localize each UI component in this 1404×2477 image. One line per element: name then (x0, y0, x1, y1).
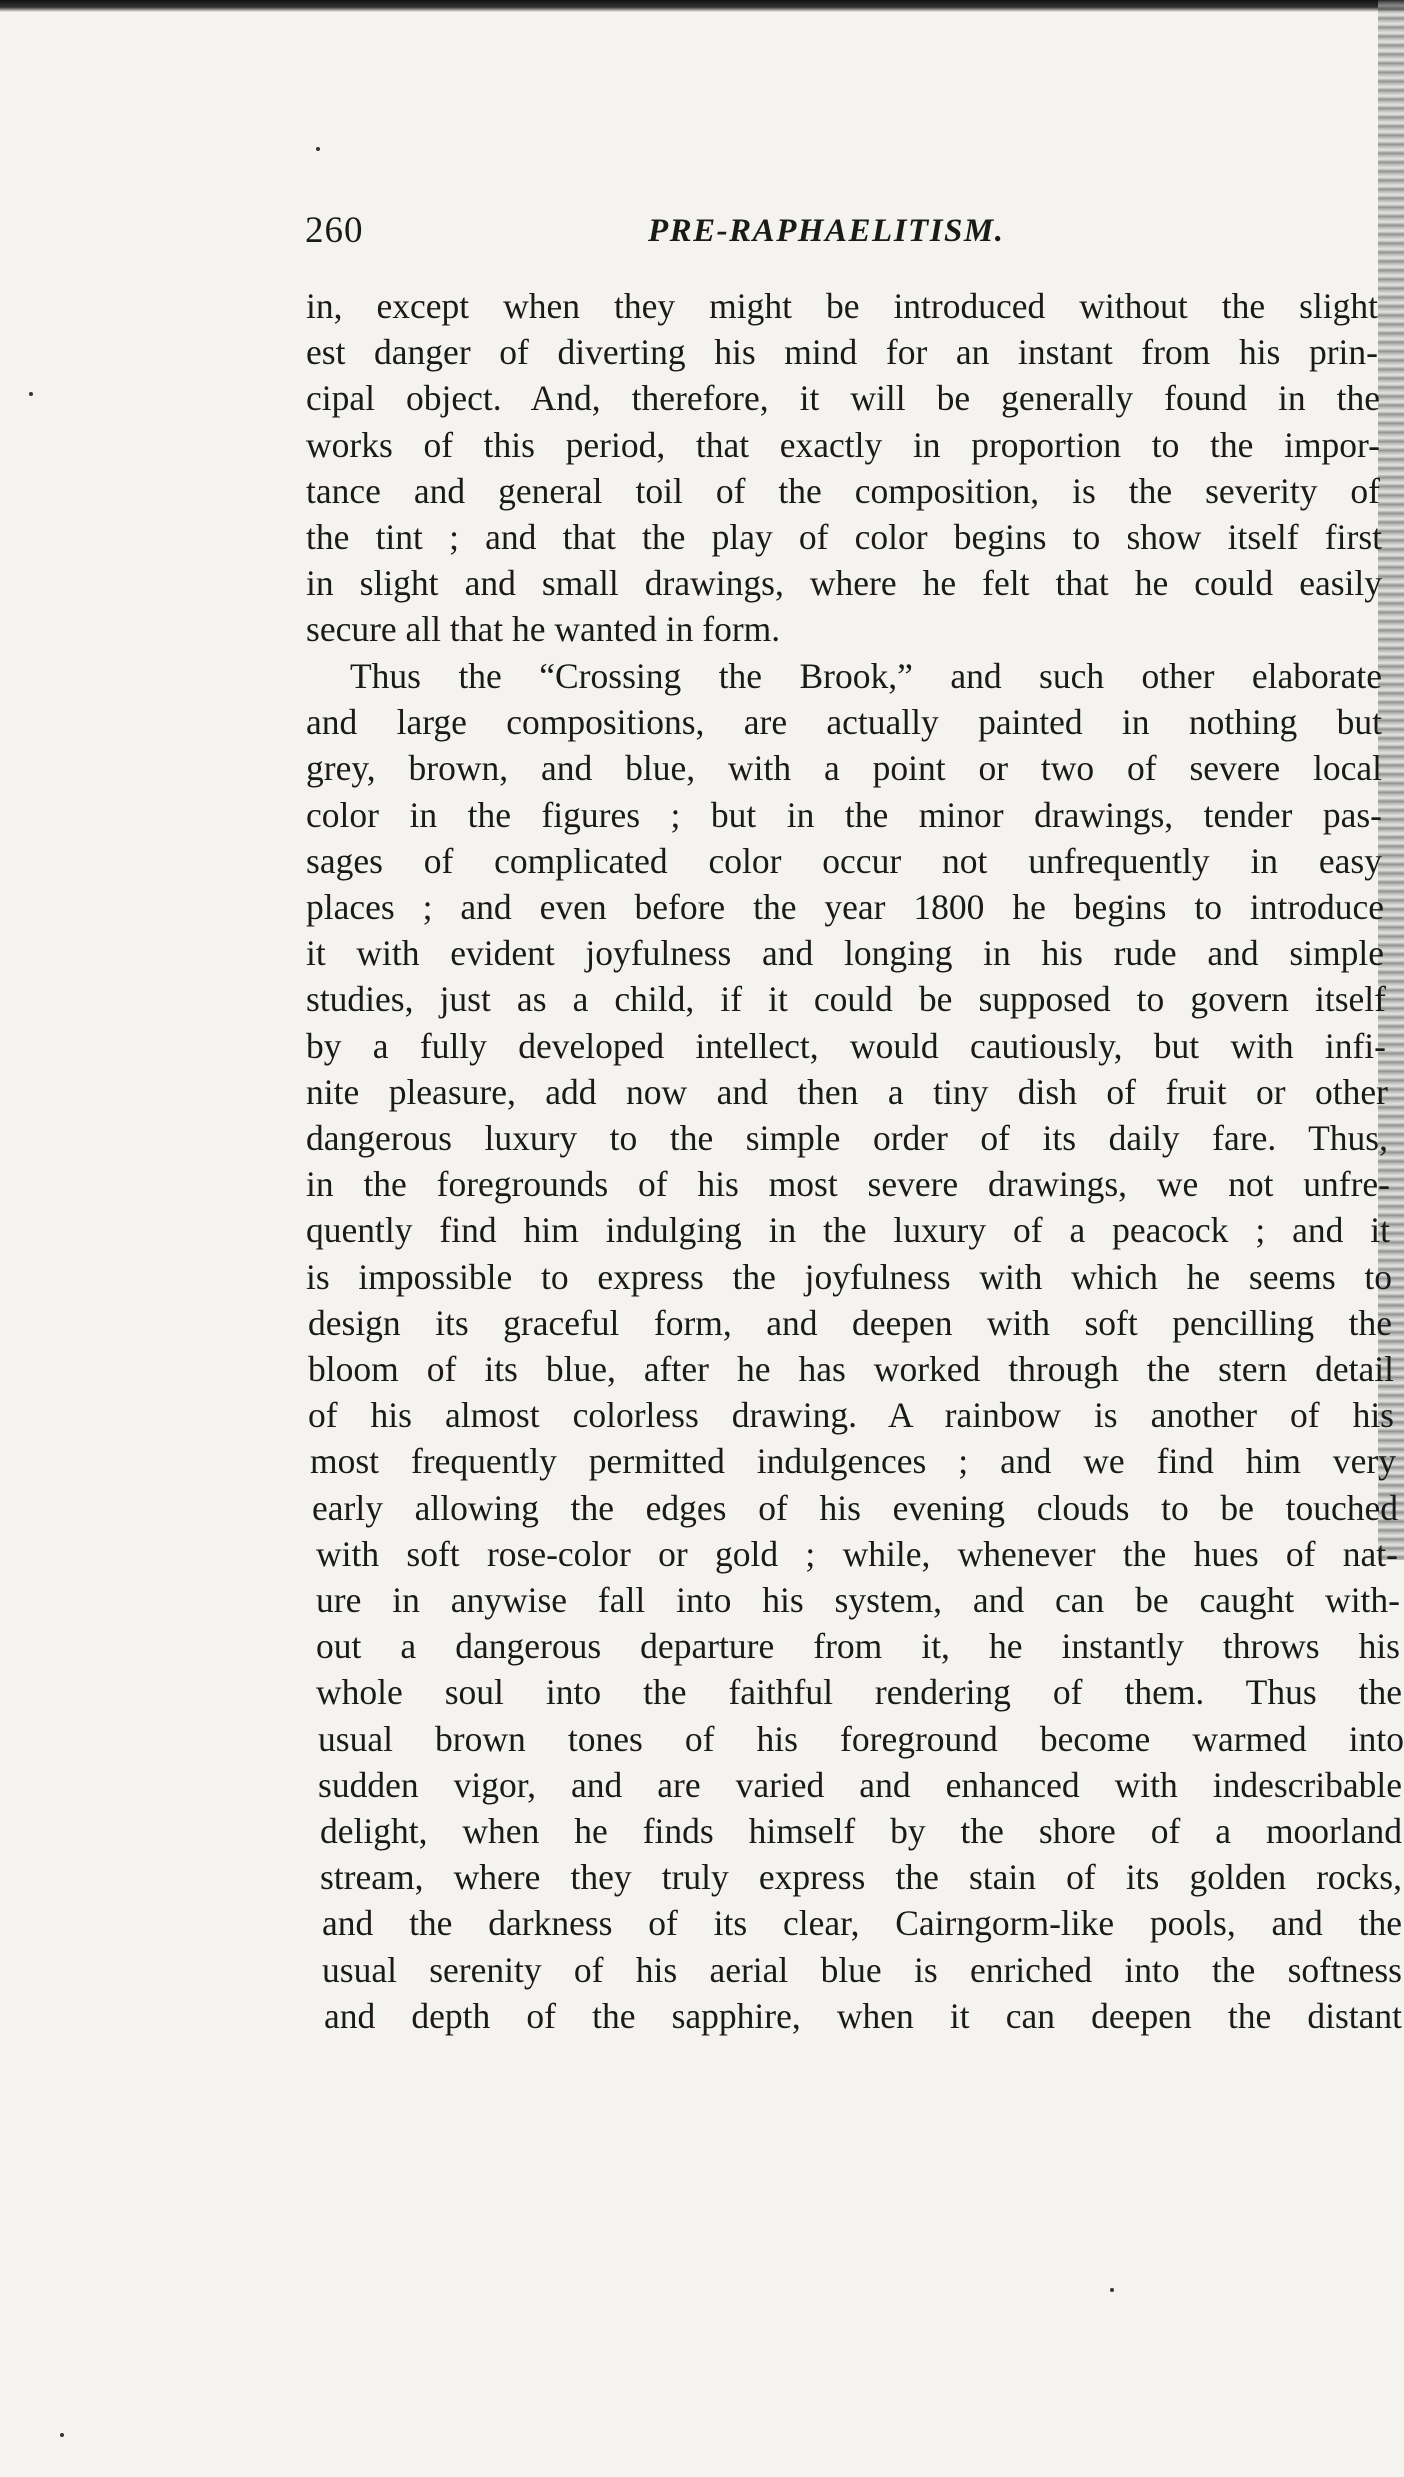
text-line: and depth of the sapphire, when it can deepen the distant (324, 1995, 1402, 2036)
text-line: most frequently permitted indulgences ; and we find him very (310, 1441, 1396, 1482)
text-line: and large compositions, are actually painted in nothing but (306, 702, 1382, 743)
speck (29, 392, 33, 396)
running-title: PRE-RAPHAELITISM. (648, 213, 1005, 249)
text-line: cipal object. And, therefore, it will be generally found in the (306, 378, 1380, 419)
text-line: out a dangerous departure from it, he instantly throws his (316, 1626, 1400, 1667)
text-line: the tint ; and that the play of color begins to show itself first (306, 517, 1382, 557)
text-line: it with evident joyfulness and longing in his rude and simple (306, 933, 1384, 974)
text-line: design its graceful form, and deepen with soft pencilling the (308, 1302, 1392, 1343)
text-line: in, except when they might be introduced without the slight (306, 286, 1378, 326)
text-line: quently find him indulging in the luxury of a peacock ; and it (306, 1210, 1390, 1251)
text-line: in the foregrounds of his most severe drawings, we not unfre- (306, 1164, 1390, 1205)
page-number: 260 (305, 210, 364, 251)
text-line: is impossible to express the joyfulness with which he seems to (306, 1256, 1392, 1297)
text-line: ure in anywise fall into his system, and can be caught with- (316, 1580, 1400, 1620)
page-top-edge (0, 0, 1404, 12)
text-line: studies, just as a child, if it could be supposed to govern itself (306, 979, 1386, 1020)
text-line: places ; and even before the year 1800 he begins to introduce (306, 887, 1384, 927)
text-line: delight, when he finds himself by the shore of a moorland (320, 1811, 1402, 1851)
text-line: secure all that he wanted in form. (306, 609, 781, 650)
speck (1110, 2288, 1114, 2292)
text-line: stream, where they truly express the stain of its golden rocks, (320, 1857, 1402, 1898)
text-line: bloom of its blue, after he has worked through the stern detail (308, 1349, 1394, 1389)
text-line: by a fully developed intellect, would cautiously, but with infi- (306, 1025, 1386, 1066)
text-line: grey, brown, and blue, with a point or two of severe local (306, 748, 1382, 789)
text-line: usual serenity of his aerial blue is enriched into the softness (322, 1949, 1402, 1990)
text-line: nite pleasure, add now and then a tiny dish of fruit or other (306, 1071, 1388, 1112)
text-line: and the darkness of its clear, Cairngorm-like pools, and the (322, 1903, 1402, 1944)
text-line: sudden vigor, and are varied and enhanced with indescribable (318, 1764, 1402, 1805)
text-line: whole soul into the faithful rendering of them. Thus the (316, 1672, 1402, 1713)
text-line: in slight and small drawings, where he felt that he could easily (306, 563, 1382, 604)
text-line: early allowing the edges of his evening clouds to be touched (312, 1487, 1398, 1528)
text-line: sages of complicated color occur not unfrequently in easy (306, 840, 1382, 881)
text-line: with soft rose-color or gold ; while, whenever the hues of nat- (316, 1533, 1398, 1574)
text-line: of his almost colorless drawing. A rainbow is another of his (308, 1395, 1394, 1436)
text-line: est danger of diverting his mind for an instant from his prin- (306, 332, 1378, 373)
text-line: works of this period, that exactly in proportion to the impor- (306, 424, 1380, 465)
speck (60, 2433, 64, 2437)
text-line: usual brown tones of his foreground become warmed into (318, 1718, 1404, 1759)
text-line: tance and general toil of the composition, is the severity of (306, 470, 1380, 511)
text-line: dangerous luxury to the simple order of its daily fare. Thus, (306, 1118, 1388, 1158)
text-line: color in the figures ; but in the minor drawings, tender pas- (306, 794, 1382, 835)
text-line: Thus the “Crossing the Brook,” and such other elaborate (350, 656, 1382, 696)
speck (316, 147, 320, 151)
